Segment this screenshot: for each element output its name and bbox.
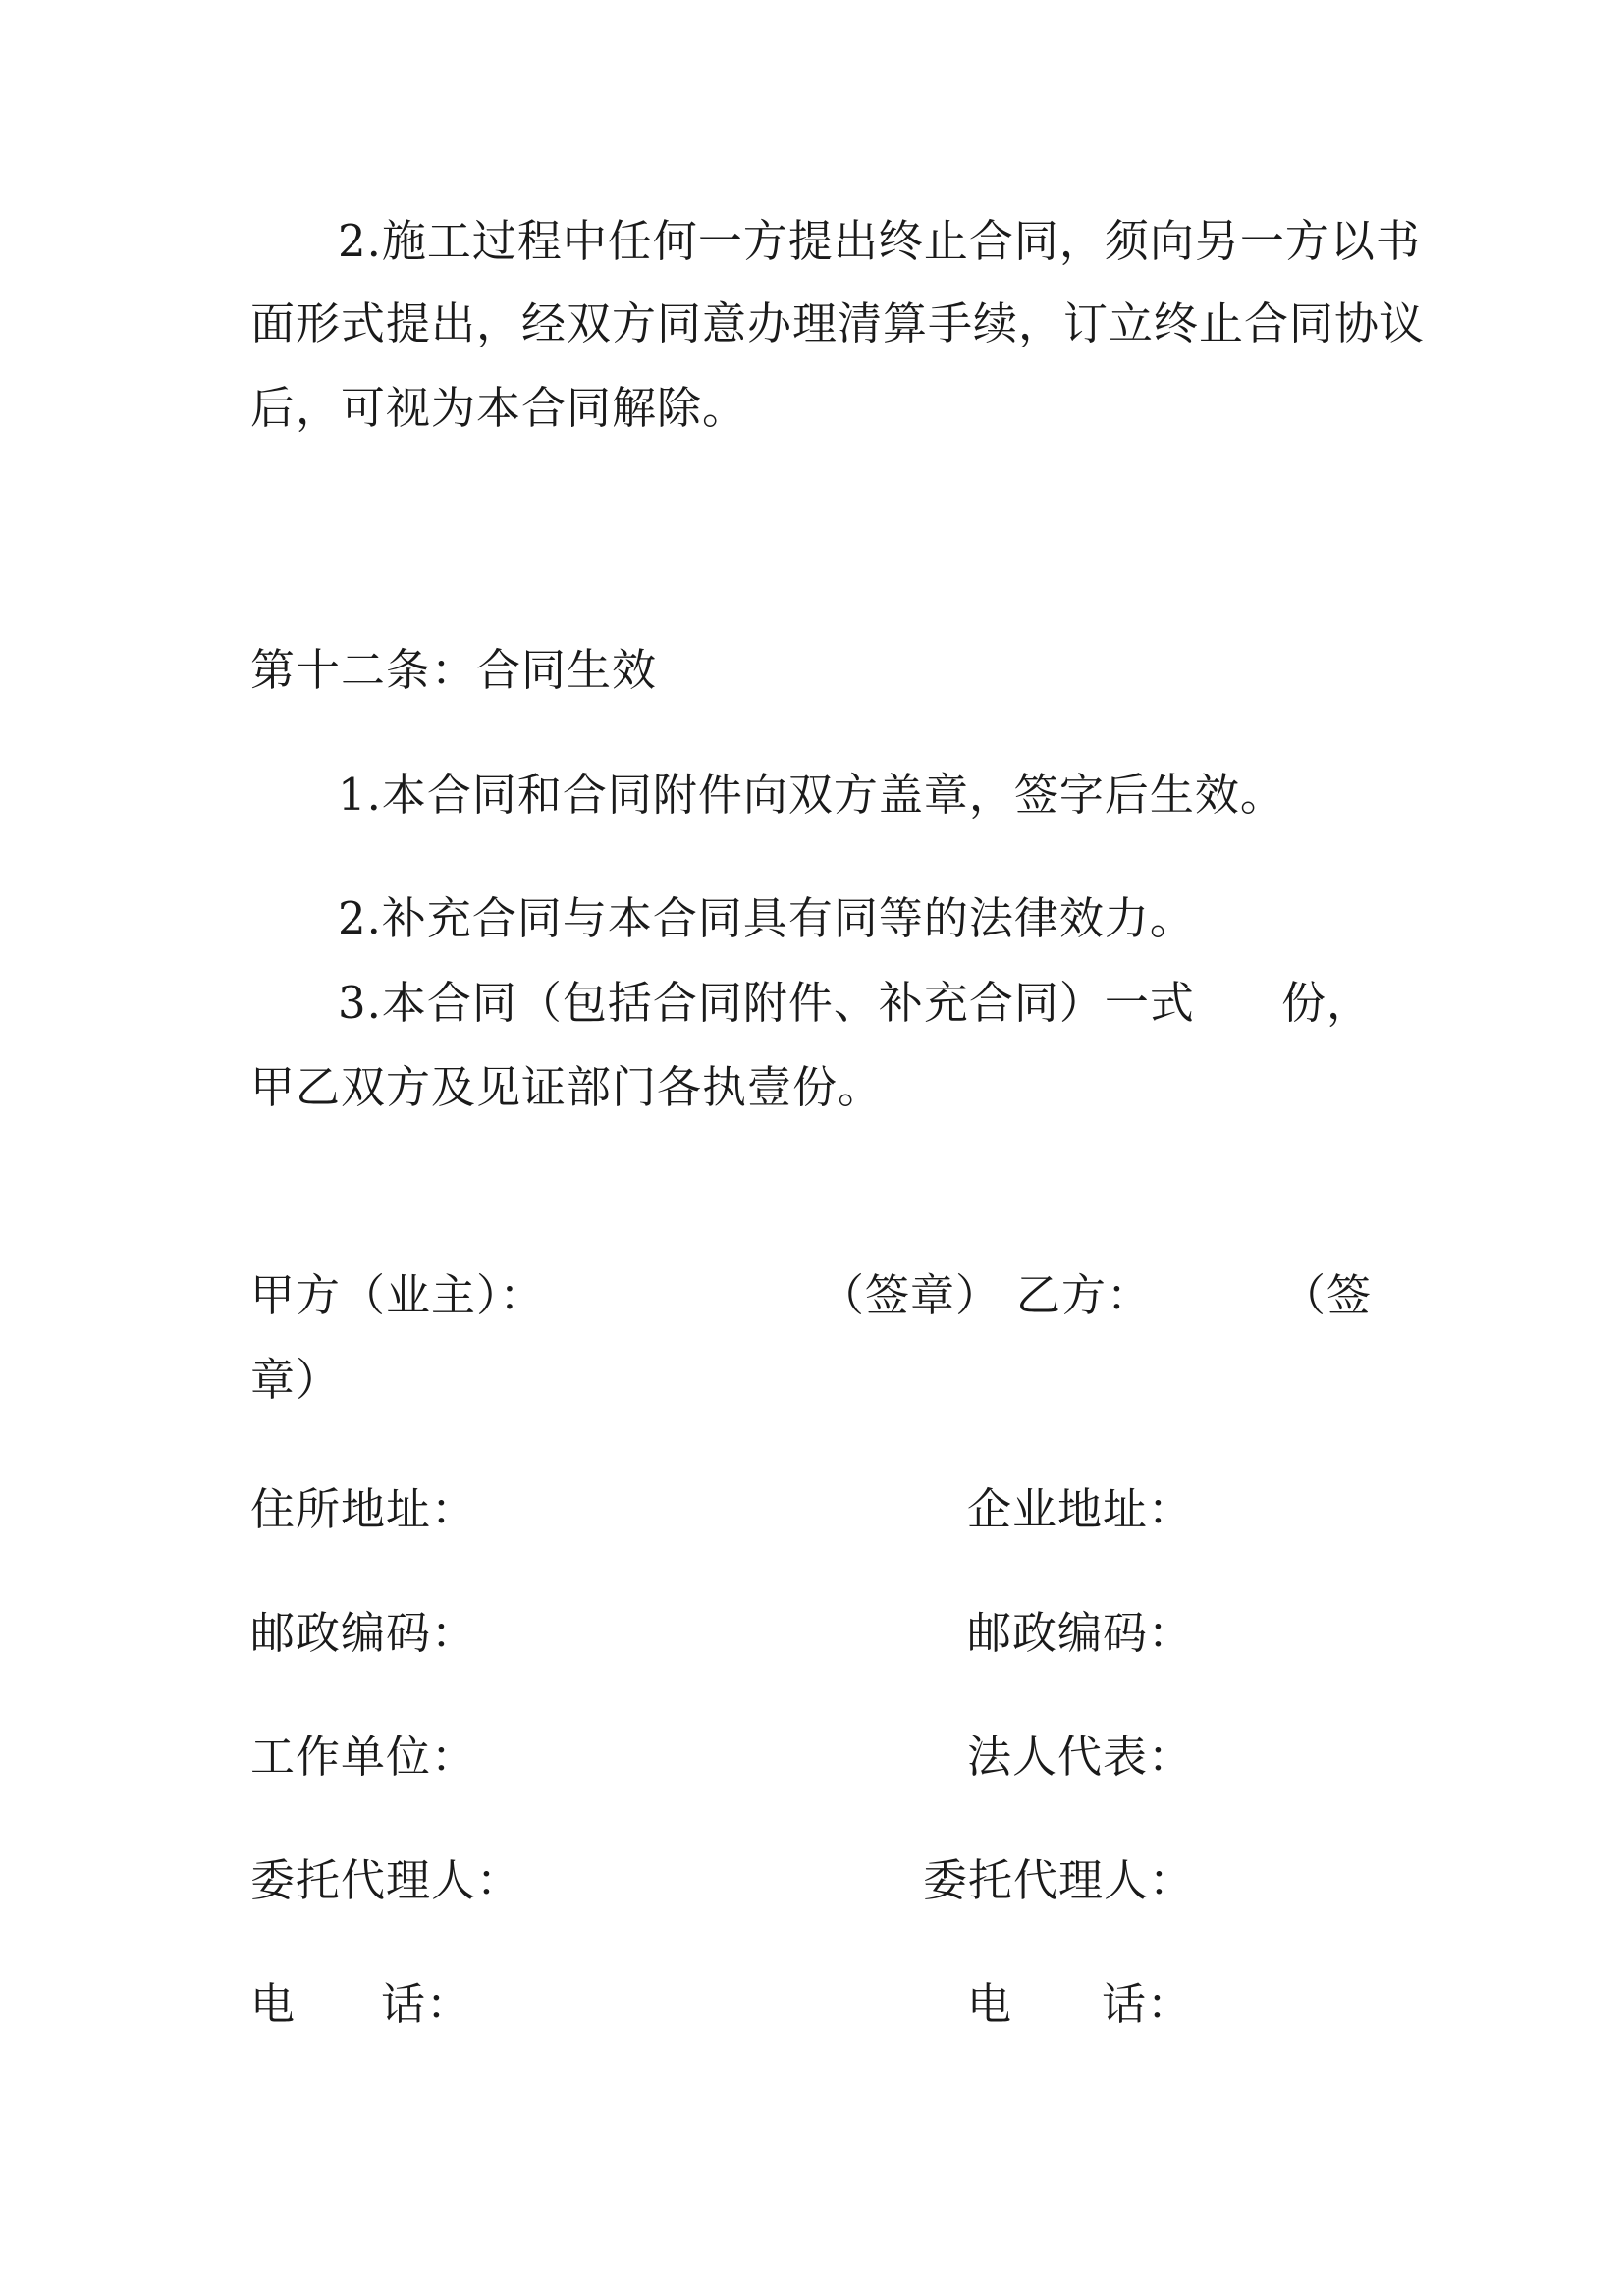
party-b-phone-label-2: 话： (1102, 1978, 1193, 2030)
effect-clause-3-line-2: 甲乙双方及见证部门各执壹份。 (250, 1061, 884, 1113)
effect-clause-2: 2.补充合同与本合同具有同等的法律效力。 (338, 892, 1195, 944)
party-b-agent-label: 委托代理人： (923, 1854, 1195, 1906)
party-a-agent-label: 委托代理人： (250, 1854, 522, 1906)
party-b-address-label: 企业地址： (967, 1483, 1194, 1535)
party-b-phone-label-1: 电 (967, 1978, 1013, 2030)
party-a-postcode-label: 邮政编码： (250, 1607, 477, 1659)
termination-clause-line-3: 后，可视为本合同解除。 (250, 382, 748, 434)
party-b-seal-part-1: （签 (1281, 1269, 1373, 1321)
termination-clause-line-1: 2.施工过程中任何一方提出终止合同，须向另一方以书 (338, 215, 1421, 267)
effect-clause-3-part-2: 份， (1281, 977, 1373, 1029)
section-12-heading: 第十二条：合同生效 (250, 644, 658, 696)
party-a-seal: （签章） (820, 1269, 1001, 1321)
party-b-seal-part-2: 章） (250, 1354, 342, 1406)
party-a-phone-label-1: 电 (250, 1978, 297, 2030)
party-a-address-label: 住所地址： (250, 1483, 477, 1535)
party-a-work-unit-label: 工作单位： (250, 1731, 477, 1783)
effect-clause-3-part-1: 3.本合同（包括合同附件、补充合同）一式 (338, 977, 1195, 1029)
party-b-postcode-label: 邮政编码： (967, 1607, 1194, 1659)
effect-clause-1: 1.本合同和合同附件向双方盖章，签字后生效。 (338, 769, 1285, 821)
party-a-phone-label-2: 话： (381, 1978, 472, 2030)
party-b-legal-rep-label: 法人代表： (967, 1731, 1194, 1783)
party-b-label: 乙方： (1016, 1269, 1153, 1321)
party-a-label: 甲方（业主）： (250, 1269, 545, 1321)
termination-clause-line-2: 面形式提出，经双方同意办理清算手续，订立终止合同协议 (250, 297, 1426, 349)
